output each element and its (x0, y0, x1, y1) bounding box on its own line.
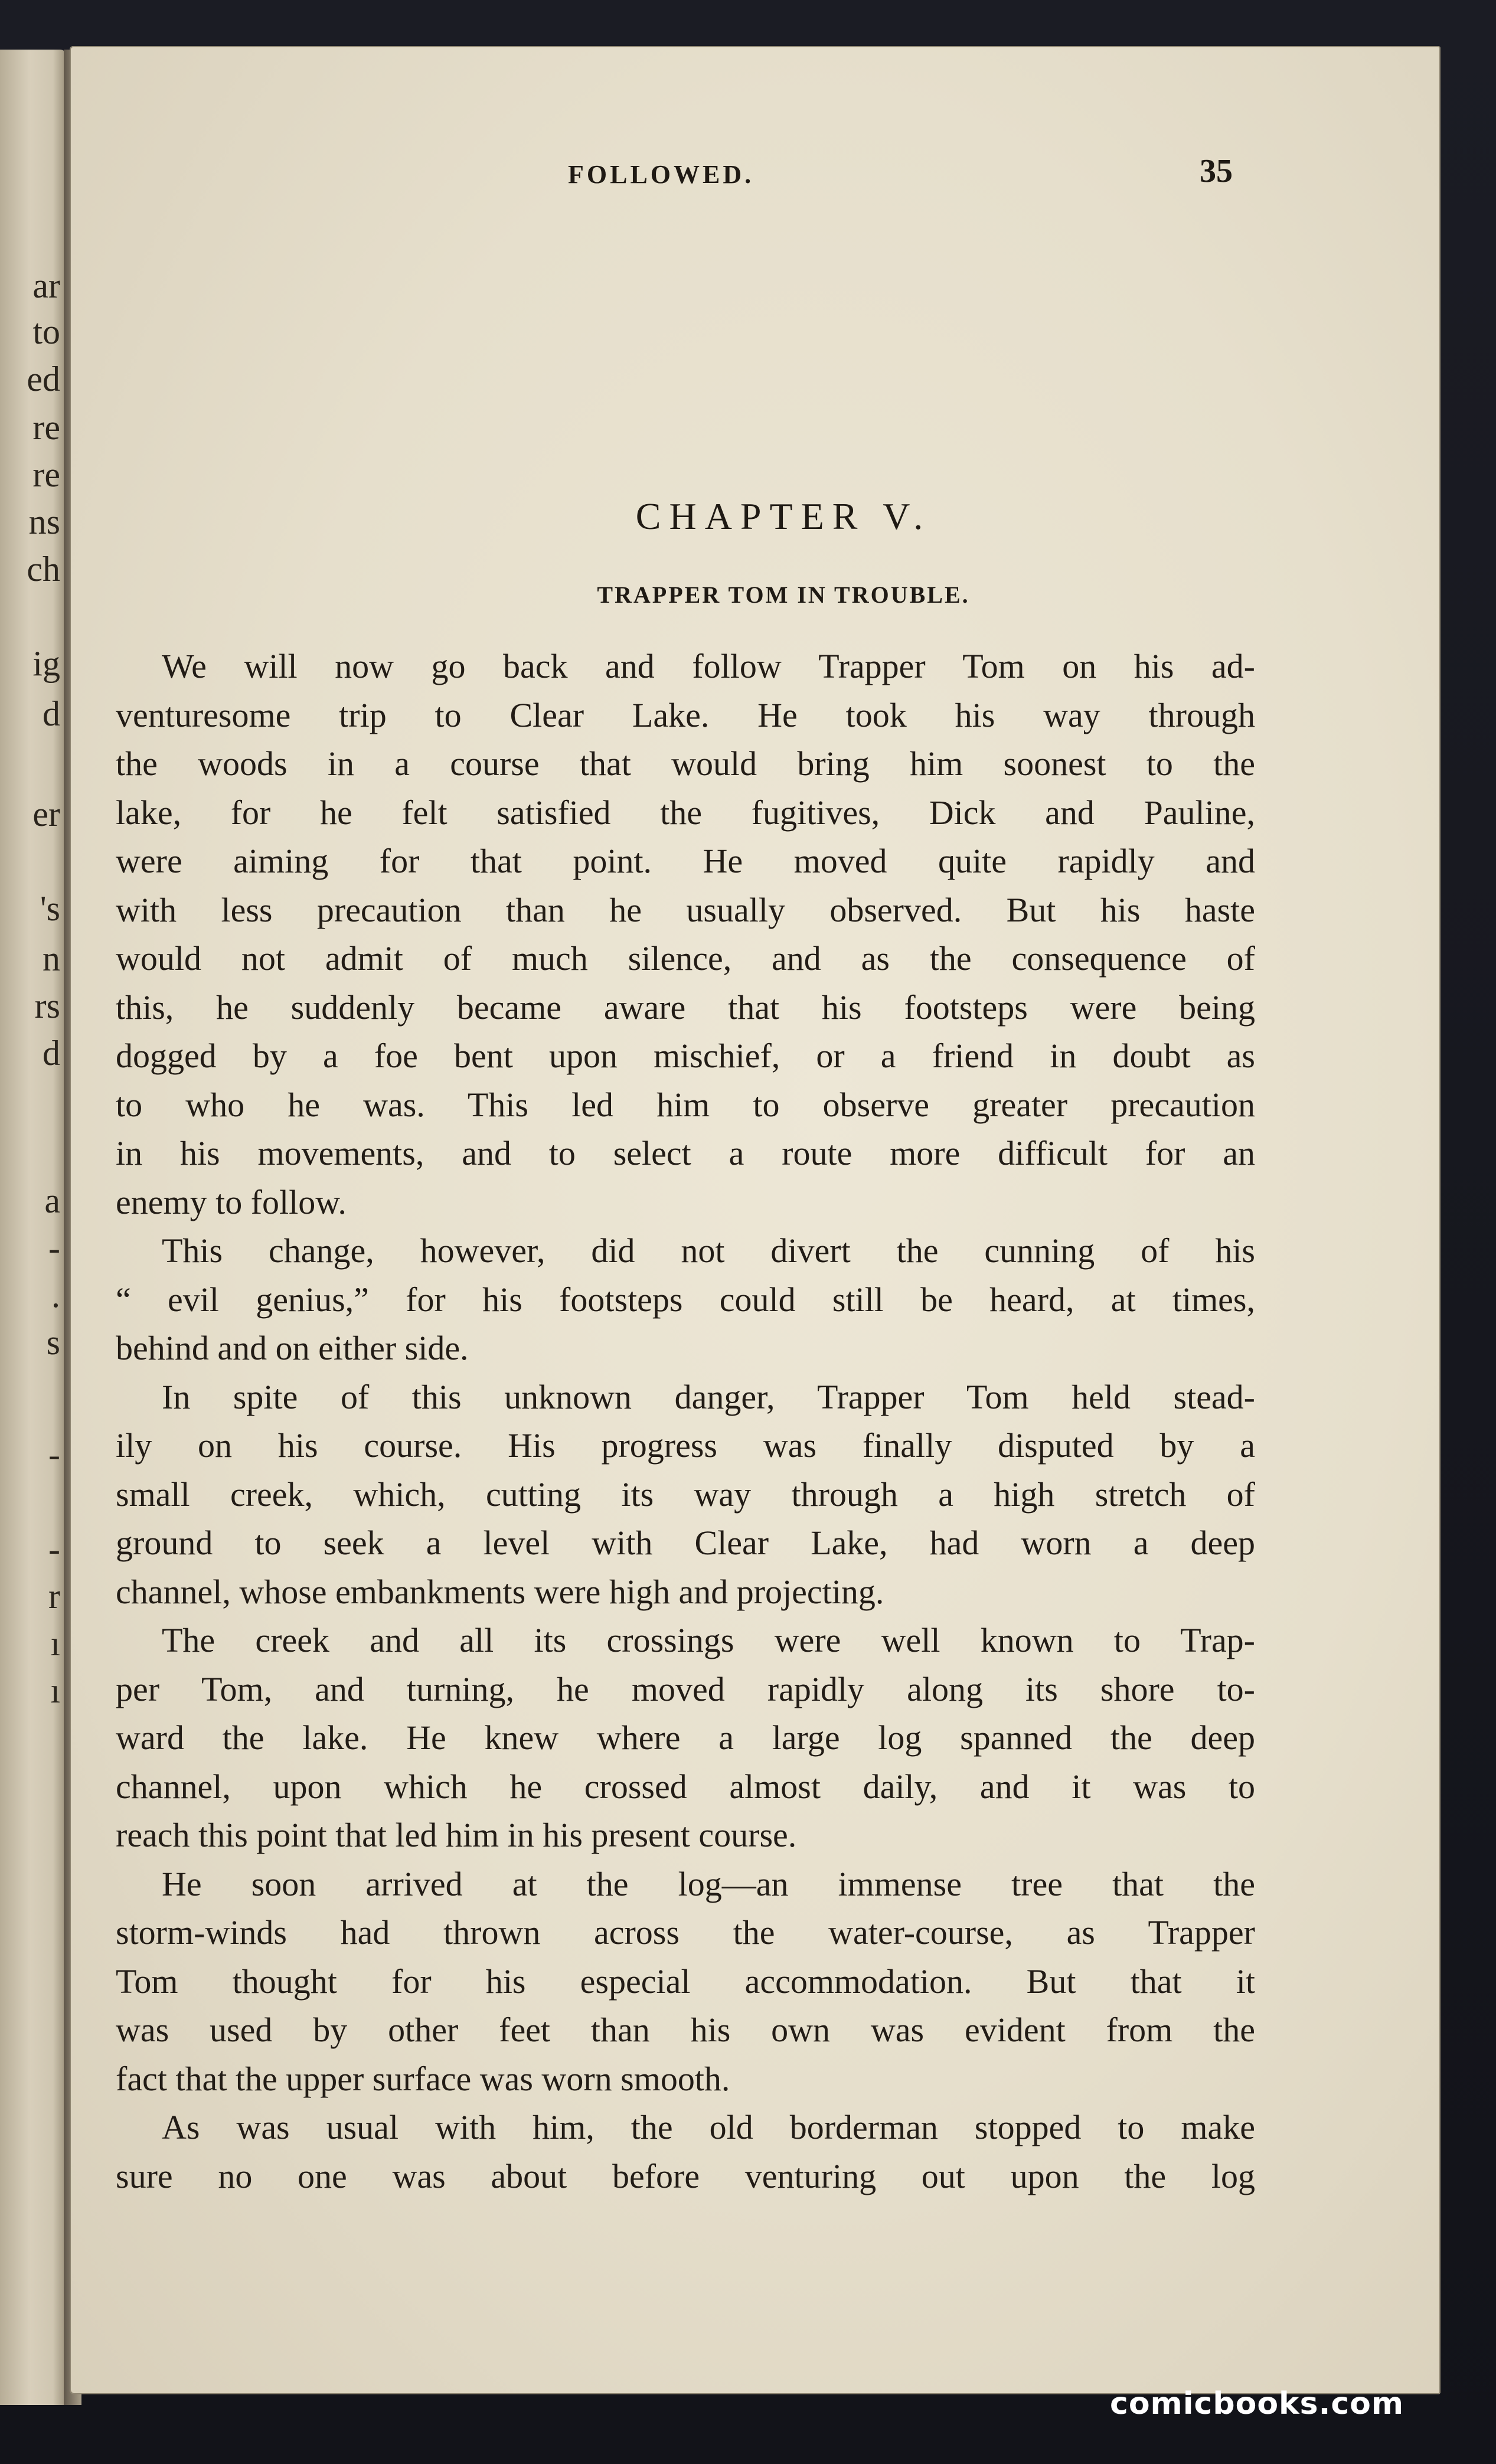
left-fragment: ed (27, 360, 60, 398)
text-line: As was usual with him, the old borderman stopped to make (162, 2108, 1255, 2146)
text-line: was used by other feet than his own was evident from the (116, 2011, 1255, 2049)
left-fragment: rs (34, 986, 60, 1025)
text-line: lake, for he felt satisfied the fugitives, Dick and Pauline, (116, 793, 1255, 832)
text-line: This change, however, did not divert the cunning of his (162, 1231, 1255, 1270)
chapter-subtitle: TRAPPER TOM IN TROUBLE. (597, 581, 970, 608)
left-fragment: ig (32, 644, 60, 683)
text-line: fact that the upper surface was worn smooth. (116, 2059, 730, 2098)
left-fragment: to (32, 312, 60, 351)
left-fragment: ı (50, 1624, 60, 1663)
text-line: channel, upon which he crossed almost daily, and it was to (116, 1767, 1255, 1806)
text-line: venturesome trip to Clear Lake. He took his way through (116, 695, 1255, 734)
left-fragment: er (32, 795, 60, 834)
text-line: per Tom, and turning, he moved rapidly along its shore to- (116, 1669, 1255, 1708)
page-number: 35 (1200, 153, 1233, 189)
left-fragment: re (32, 455, 60, 494)
left-fragment: ns (28, 502, 60, 541)
text-line: ground to seek a level with Clear Lake, had worn a deep (116, 1524, 1255, 1562)
left-fragment: - (48, 1530, 60, 1568)
left-fragment: r (48, 1577, 60, 1616)
left-fragment: a (44, 1181, 60, 1220)
text-line: In spite of this unknown danger, Trapper Tom held stead- (162, 1377, 1255, 1416)
text-line: He soon arrived at the log—an immense tree that the (162, 1864, 1255, 1903)
text-line: this, he suddenly became aware that his footsteps were being (116, 988, 1255, 1027)
left-fragment: n (43, 939, 60, 978)
text-line: small creek, which, cutting its way through a high stretch of (116, 1475, 1255, 1514)
text-line: “ evil genius,” for his footsteps could still be heard, at times, (116, 1280, 1255, 1319)
text-line: behind and on either side. (116, 1329, 469, 1367)
text-line: enemy to follow. (116, 1182, 347, 1221)
text-line: would not admit of much silence, and as the consequence of (116, 939, 1255, 978)
adjacent-page-edge (0, 50, 66, 2405)
text-line: ily on his course. His progress was finally disputed by a (116, 1426, 1255, 1465)
text-line: Tom thought for his especial accommodation. But that it (116, 1962, 1255, 2001)
body-text (116, 642, 1255, 2201)
left-fragment: ar (32, 266, 60, 305)
left-fragment: s (46, 1323, 60, 1362)
chapter-title: CHAPTER V. (635, 495, 932, 537)
running-head: FOLLOWED. (568, 160, 754, 189)
left-fragment: d (43, 694, 60, 733)
text-line: dogged by a foe bent upon mischief, or a friend in doubt as (116, 1037, 1255, 1075)
left-fragment: d (43, 1034, 60, 1073)
text-line: The creek and all its crossings were well known to Trap- (162, 1621, 1255, 1659)
text-line: We will now go back and follow Trapper Tom on his ad- (162, 647, 1255, 685)
left-fragment: ch (27, 550, 60, 589)
text-line: in his movements, and to select a route more difficult for an (116, 1134, 1255, 1172)
text-line: ward the lake. He knew where a large log spanned the deep (116, 1718, 1255, 1757)
left-fragment: ı (50, 1671, 60, 1710)
text-line: to who he was. This led him to observe greater precaution (116, 1085, 1255, 1124)
text-line: with less precaution than he usually observed. But his haste (116, 890, 1255, 929)
left-fragment: - (48, 1435, 60, 1474)
text-line: channel, whose embankments were high and projecting. (116, 1572, 884, 1611)
text-line: the woods in a course that would bring him soonest to the (116, 744, 1255, 783)
text-line: storm-winds had thrown across the water-course, as Trapper (116, 1913, 1255, 1952)
text-line: sure no one was about before venturing out upon the log (116, 2156, 1255, 2195)
text-line: reach this point that led him in his present course. (116, 1816, 797, 1854)
left-fragment: re (32, 408, 60, 447)
left-fragment: - (48, 1228, 60, 1267)
left-fragment: 's (40, 889, 60, 928)
text-line: were aiming for that point. He moved quite rapidly and (116, 842, 1255, 880)
site-watermark: comicbooks.com (1110, 2386, 1404, 2421)
left-fragment: . (51, 1276, 60, 1315)
